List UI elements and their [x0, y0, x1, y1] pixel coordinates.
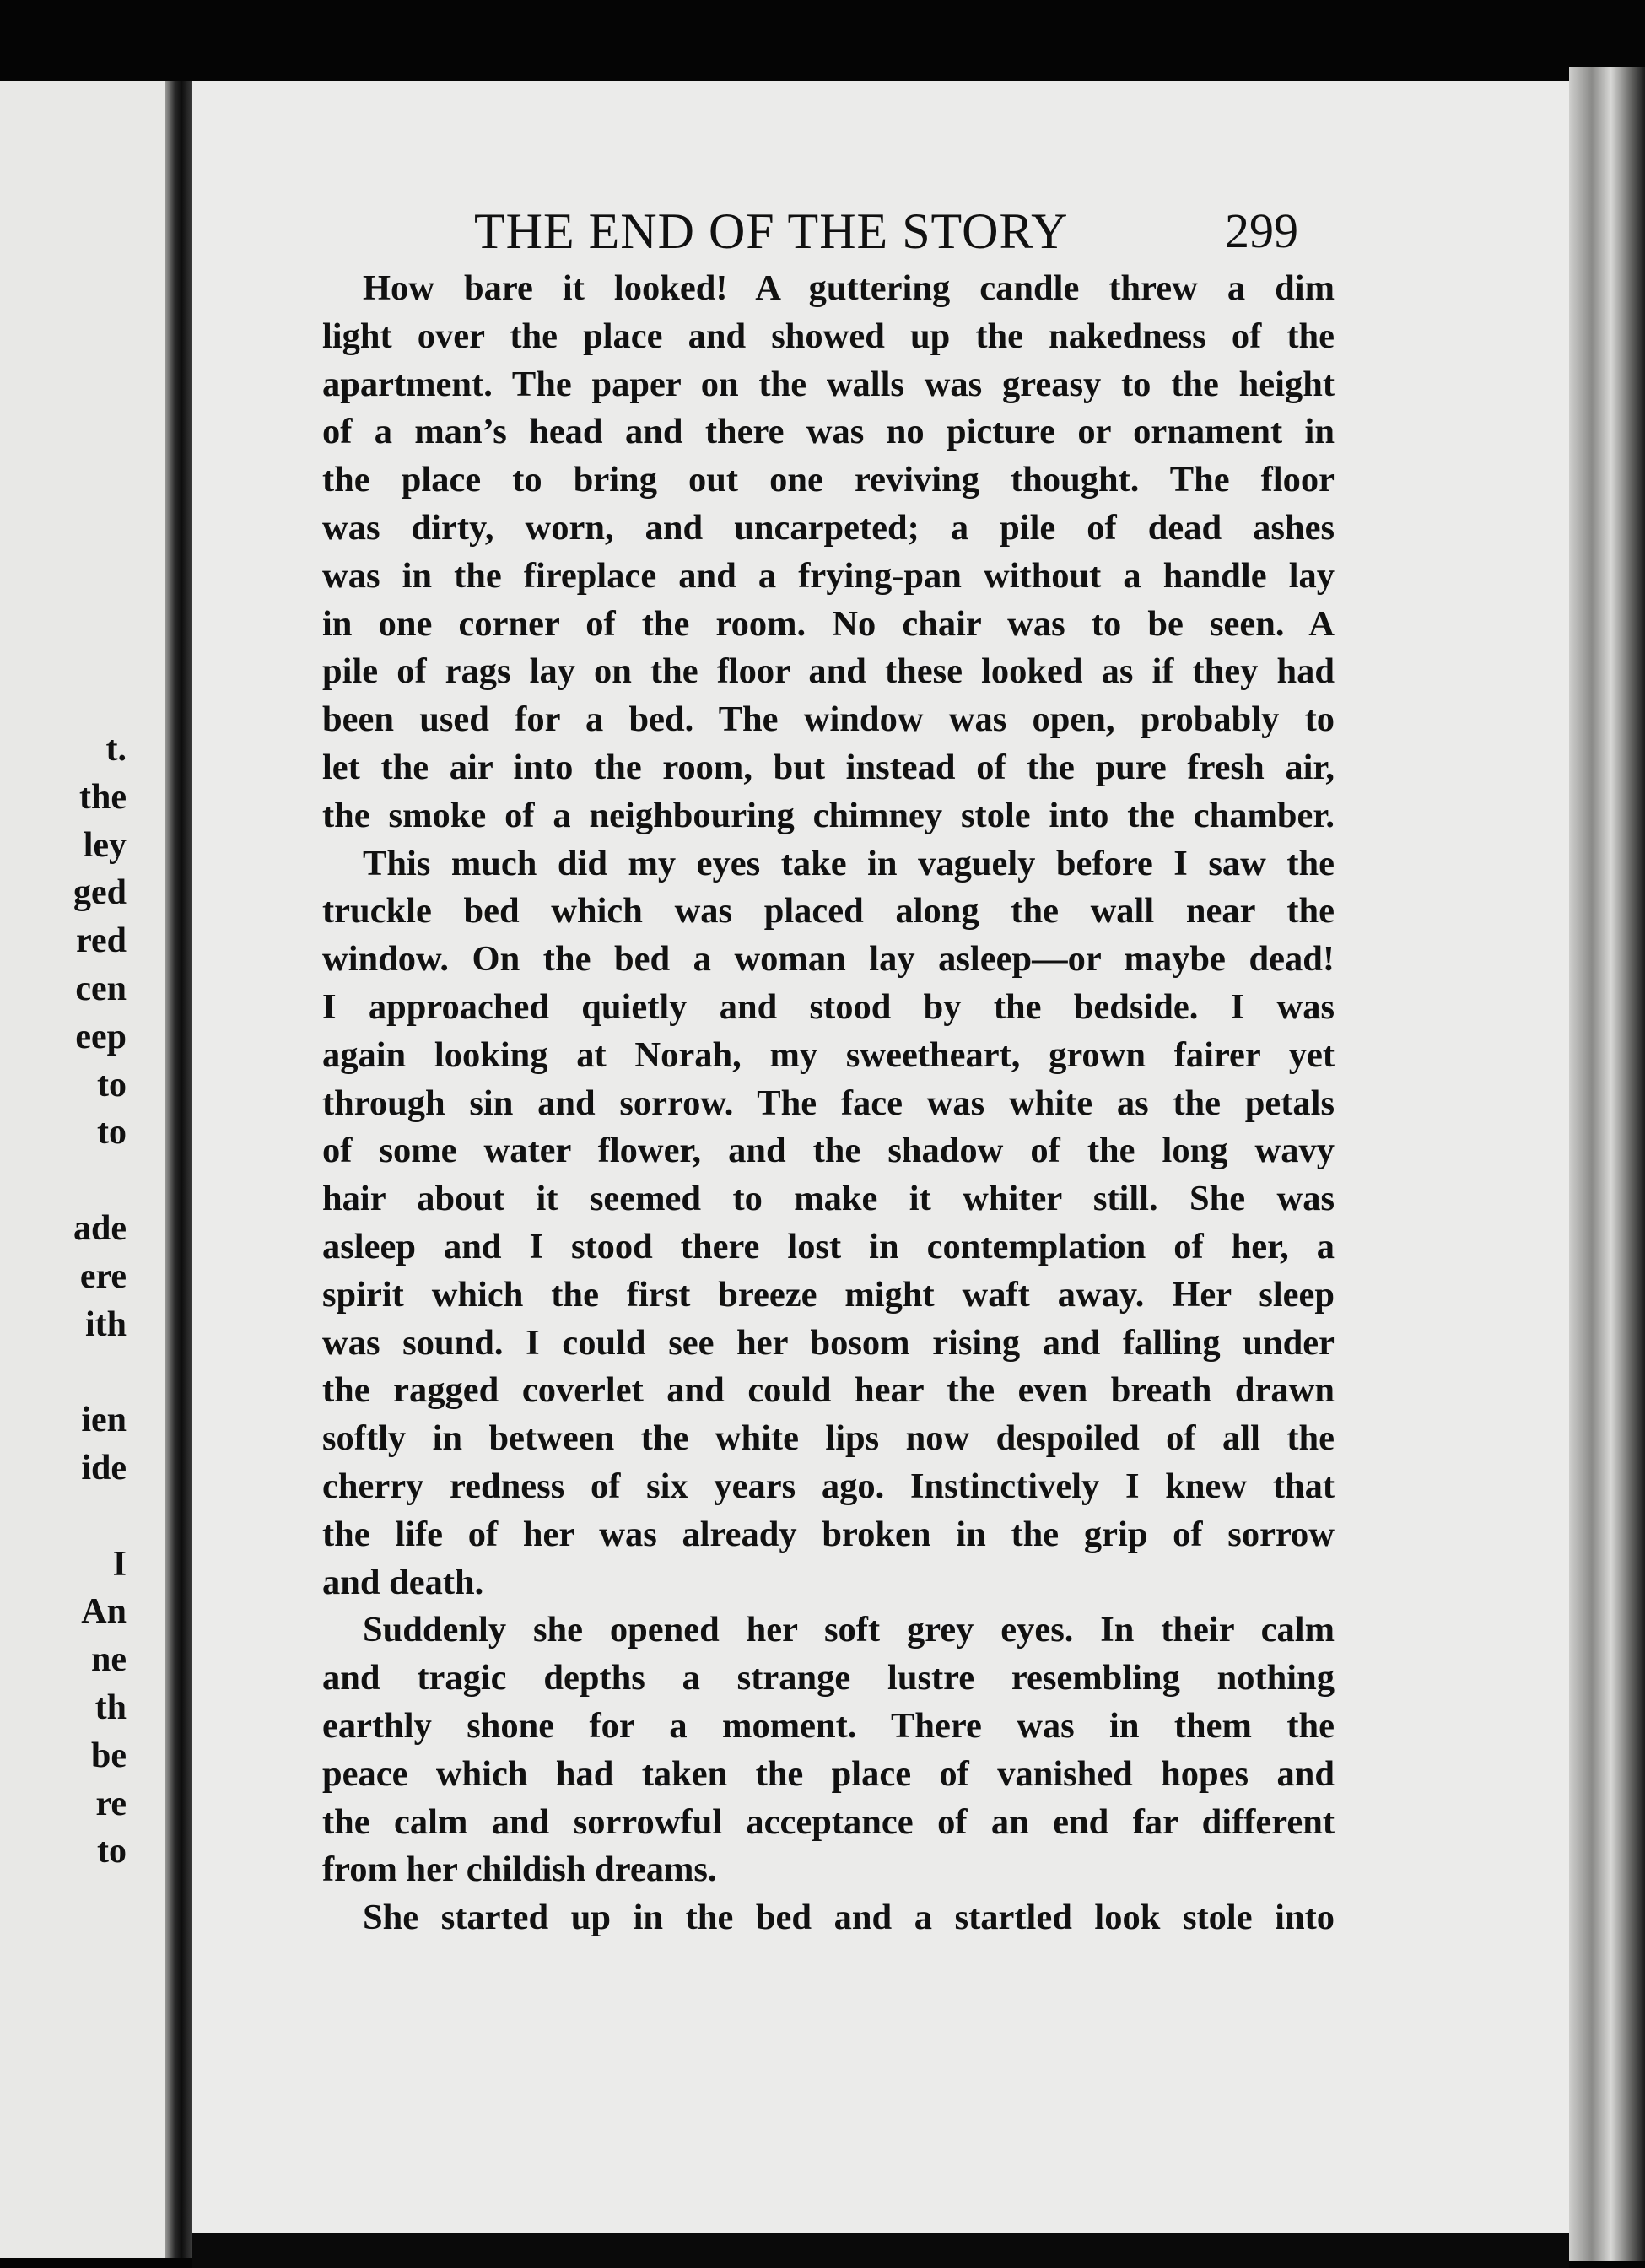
left-page-fragment: ide [81, 1449, 127, 1488]
left-page-fragment: th [94, 1688, 127, 1727]
left-page-fragment: re [95, 1784, 127, 1823]
text-line: peace which had taken the place of vanished hopes and [322, 1753, 1335, 1794]
text-line: was in the fireplace and a frying-pan without a handle lay [322, 555, 1335, 596]
page-edge-stack [1569, 68, 1645, 2261]
text-line: was dirty, worn, and uncarpeted; a pile of dead ashes [322, 507, 1335, 548]
left-page-fragment: red [76, 921, 127, 961]
left-page-fragment: be [91, 1736, 127, 1775]
text-line: through sin and sorrow. The face was white as the petals [322, 1083, 1335, 1123]
text-line: How bare it looked! A guttering candle threw a dim [363, 268, 1335, 308]
text-line: asleep and I stood there lost in contemplation of her, a [322, 1226, 1335, 1266]
left-page-fragment: ere [79, 1256, 127, 1296]
running-head [474, 202, 1318, 262]
left-page-fragment: ley [83, 825, 127, 865]
text-line: the smoke of a neighbouring chimney stole into the chamber. [322, 795, 1335, 835]
text-line: This much did my eyes take in vaguely before I saw the [363, 843, 1335, 883]
text-line: earthly shone for a moment. There was in them the [322, 1705, 1335, 1746]
text-line: softly in between the white lips now despoiled of all the [322, 1418, 1335, 1459]
text-line: from her childish dreams. [322, 1850, 717, 1890]
text-line: and tragic depths a strange lustre resembling nothing [322, 1658, 1335, 1698]
left-page-fragment: eep [75, 1017, 127, 1056]
body-text [322, 265, 1335, 1942]
text-line: of a man’s head and there was no picture or ornament in [322, 412, 1335, 452]
left-page-fragment: ien [81, 1401, 127, 1440]
text-line: the calm and sorrowful acceptance of an end far different [322, 1801, 1335, 1842]
text-line: truckle bed which was placed along the wall near the [322, 891, 1335, 932]
left-page-fragment: ith [84, 1304, 127, 1344]
text-line: was sound. I could see her bosom rising and falling under [322, 1322, 1335, 1363]
left-page-fragment: ade [73, 1209, 127, 1248]
text-line: again looking at Norah, my sweetheart, grown fairer yet [322, 1034, 1335, 1075]
text-line: the ragged coverlet and could hear the even breath drawn [322, 1370, 1335, 1411]
left-page-fragment: to [97, 1113, 127, 1153]
left-page-fragment: ged [73, 873, 127, 913]
book-gutter [165, 81, 192, 2258]
left-page-fragment: An [81, 1592, 127, 1632]
text-line: Suddenly she opened her soft grey eyes. In their calm [363, 1610, 1335, 1650]
text-line: hair about it seemed to make it whiter still. She was [322, 1179, 1335, 1219]
running-head-title: THE END OF THE STORY [474, 203, 1069, 259]
left-page-edge [0, 81, 165, 2258]
text-line: pile of rags lay on the floor and these looked as if they had [322, 651, 1335, 692]
left-page-fragment: to [97, 1065, 127, 1104]
text-line: apartment. The paper on the walls was greasy to the height [322, 364, 1335, 404]
text-line: been used for a bed. The window was open, probably to [322, 699, 1335, 740]
bottom-shadow [192, 2233, 1569, 2268]
left-page-fragment: to [97, 1832, 127, 1871]
text-line: and death. [322, 1562, 484, 1602]
left-page-fragment: cen [75, 969, 127, 1008]
text-line: let the air into the room, but instead of the pure fresh air, [322, 747, 1335, 787]
left-page-fragment: t. [105, 730, 127, 769]
left-page-fragment: ne [91, 1640, 127, 1680]
text-line: cherry redness of six years ago. Instinctively I knew that [322, 1466, 1335, 1506]
text-line: the life of her was already broken in the grip of sorrow [322, 1514, 1335, 1554]
page-number: 299 [1225, 203, 1298, 258]
text-line: of some water flower, and the shadow of the long wavy [322, 1131, 1335, 1171]
left-page-fragment: the [79, 777, 127, 817]
text-line: spirit which the first breeze might waft away. Her sleep [322, 1274, 1335, 1315]
text-line: the place to bring out one reviving thought. The floor [322, 460, 1335, 500]
text-line: She started up in the bed and a startled look stole into [363, 1898, 1335, 1938]
text-line: I approached quietly and stood by the bedside. I was [322, 986, 1335, 1027]
text-line: in one corner of the room. No chair was to be seen. A [322, 603, 1335, 644]
left-page-fragment: I [112, 1544, 127, 1584]
text-line: light over the place and showed up the nakedness of the [322, 316, 1335, 356]
text-line: window. On the bed a woman lay asleep—or maybe dead! [322, 939, 1335, 980]
